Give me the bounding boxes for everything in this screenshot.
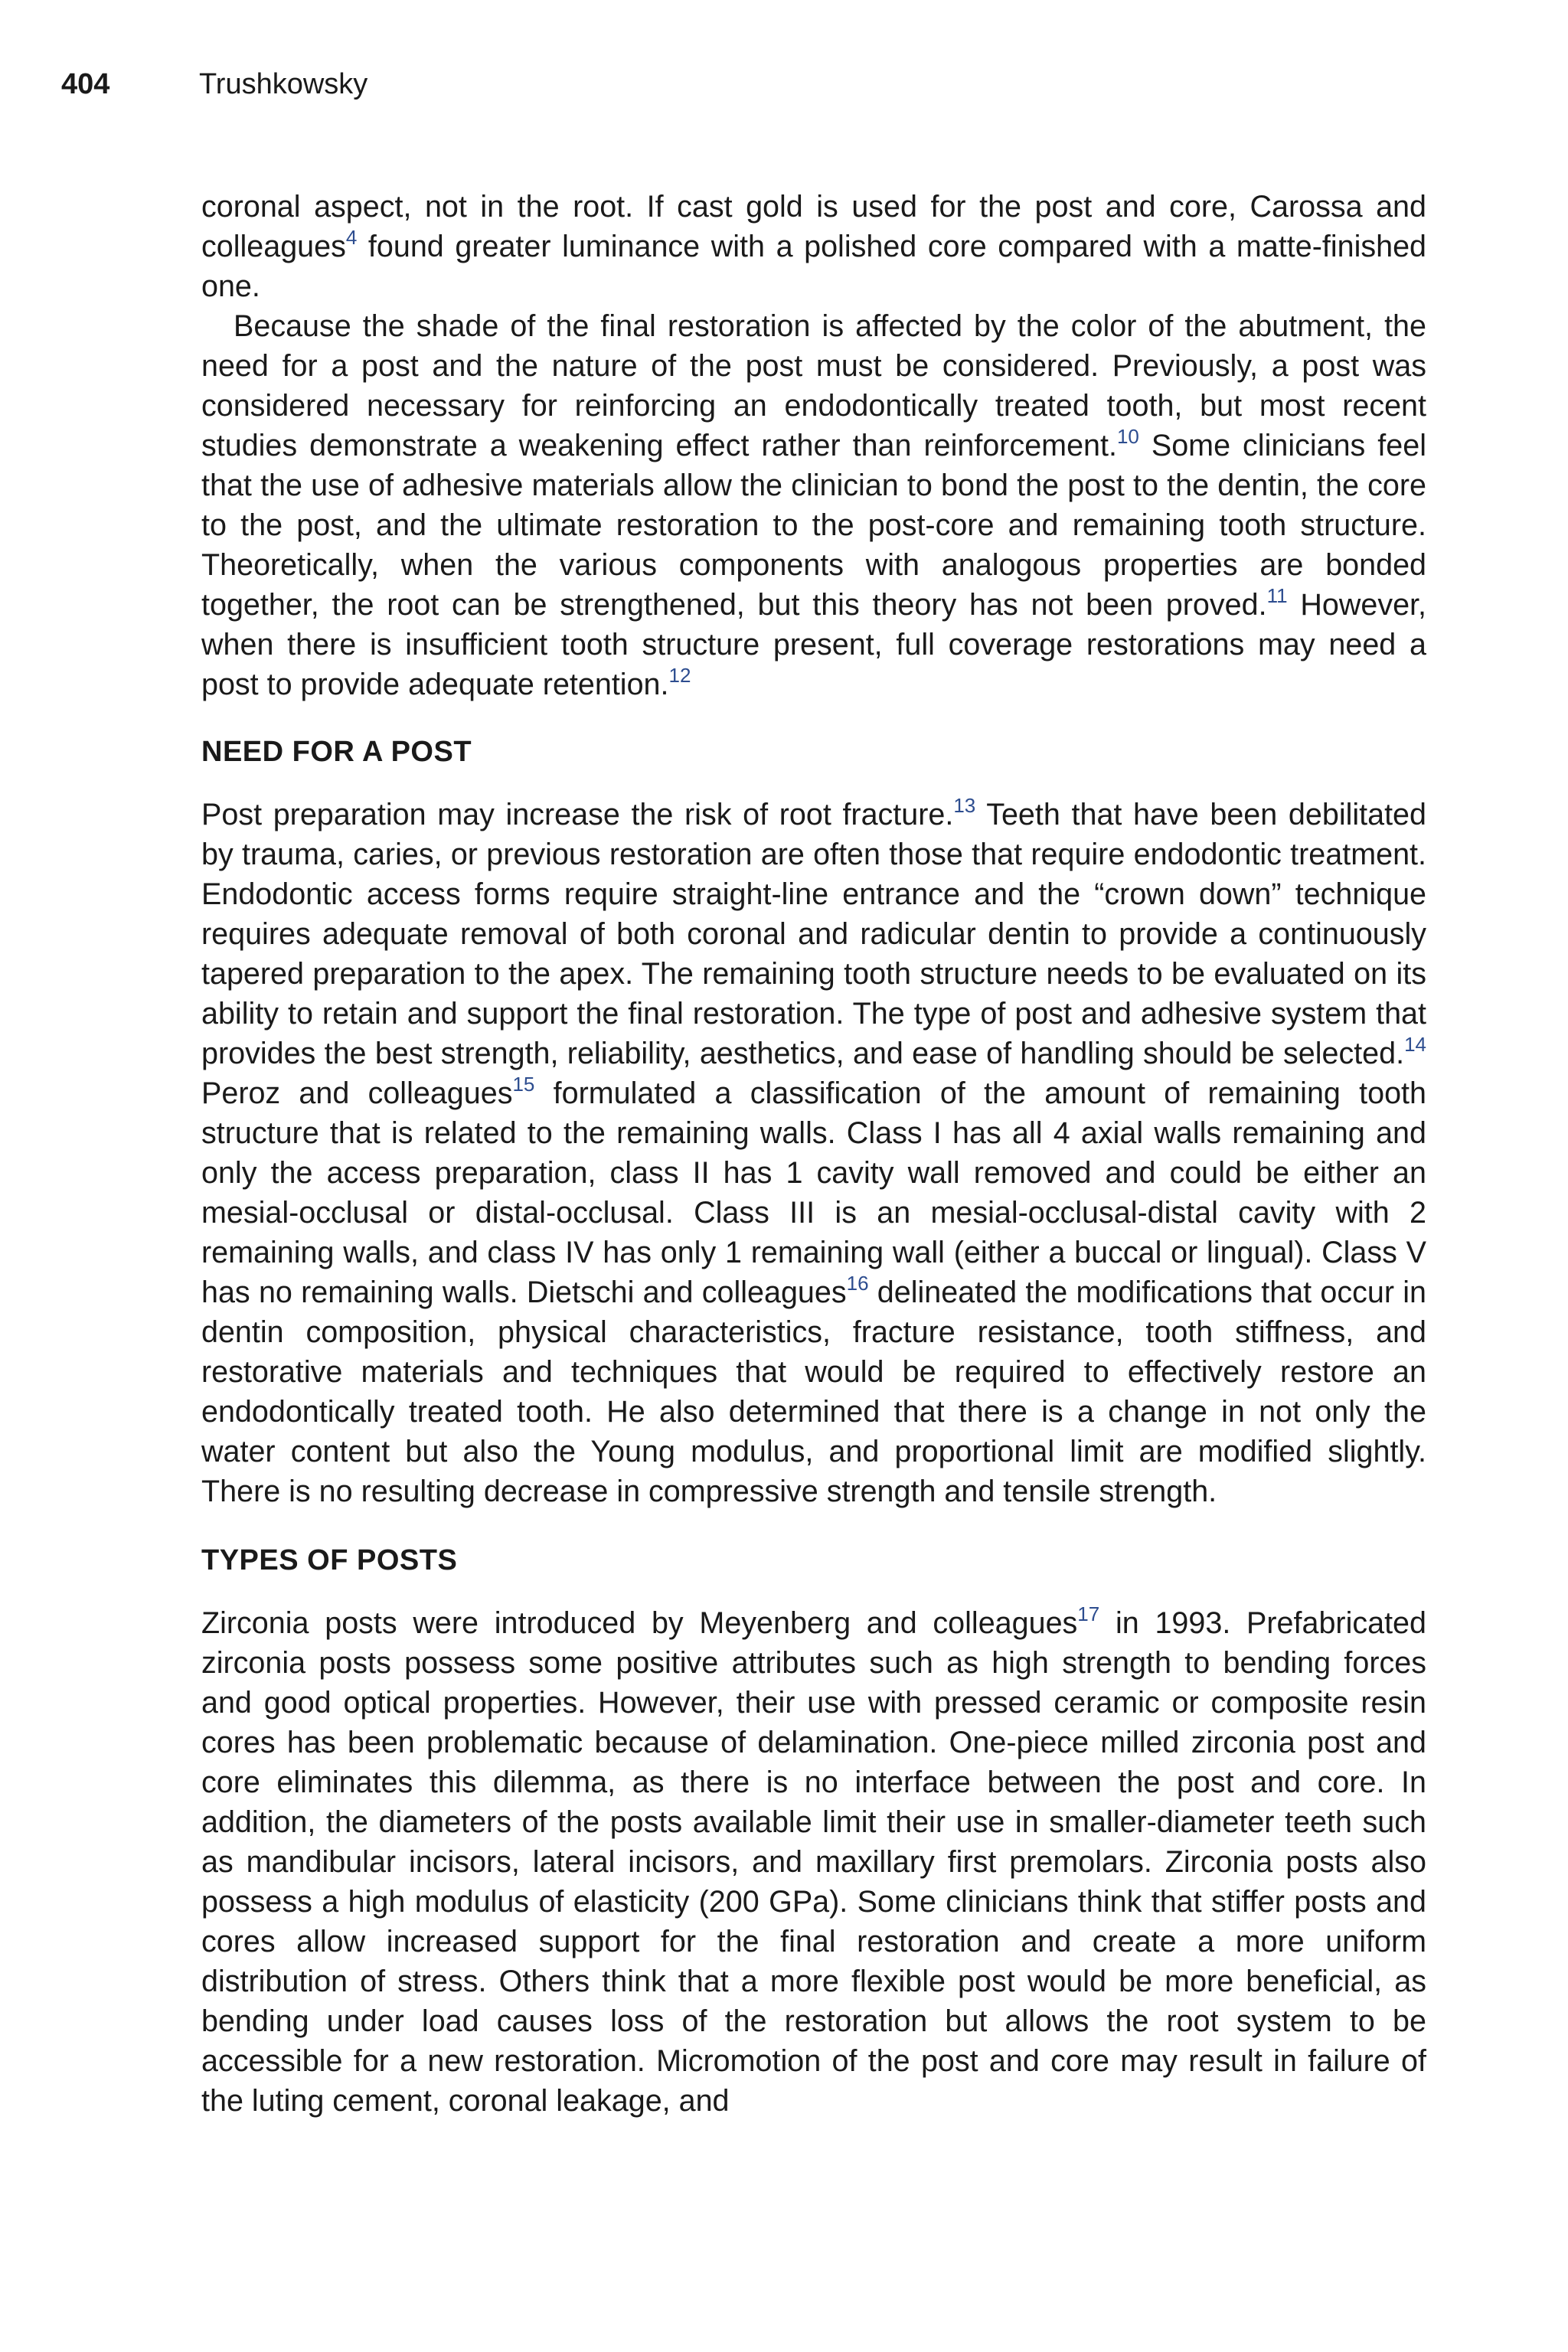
citation-ref[interactable]: 17 (1077, 1602, 1100, 1625)
text-run: Post preparation may increase the risk of root fracture. (201, 798, 954, 831)
article-body (201, 187, 1426, 2121)
paragraph-intro-2 (201, 306, 1426, 704)
paragraph-need-for-post (201, 795, 1426, 1511)
paragraph-types-of-posts (201, 1603, 1426, 2121)
section-heading-need-for-post: NEED FOR A POST (201, 736, 472, 768)
text-run: coronal aspect, not in the root. If cast gold is used for the post and core, Carossa and colleagues (201, 190, 1426, 263)
text-run: Teeth that have been debilitated by trauma, caries, or previous restoration are often those that require endodontic treatment. Endodontic access forms require straight-line entrance and the “crown down” technique requires adequate removal of both coronal and radicular dentin to provide a continuously tapered preparation to the apex. The remaining tooth structure needs to be evaluated on its ability to retain and support the final restoration. The type of post and adhesive system that provides the best strength, reliability, aesthetics, and ease of handling should be selected. (201, 798, 1426, 1070)
text-run: formulated a classification of the amount of remaining tooth structure that is related to the remaining walls. Class I has all 4 axial walls remaining and only the access preparation, class II has 1 cavity wall removed and could be either an mesial-occlusal or distal-occlusal. Class III is an mesial-occlusal-distal cavity with 2 remaining walls, and class IV has only 1 remaining wall (either a buccal or lingual). Class V has no remaining walls. Dietschi and colleagues (201, 1076, 1426, 1309)
text-run: Some clinicians feel that the use of adhesive materials allow the clinician to bond the post to the dentin, the core to the post, and the ultimate restoration to the post-core and remaining tooth structure. Theoretically, when the various components with analogous properties are bonded together, the root can be strengthened, but this theory has not been proved. (201, 429, 1426, 622)
text-run: found greater luminance with a polished core compared with a matte-finished one. (201, 230, 1426, 303)
text-run: delineated the modifications that occur in dentin composition, physical characteristics, fracture resistance, tooth stiffness, and restorative materials and techniques that would be required to effectively restore an endodontically treated tooth. He also determined that there is a change in not only the water content but also the Young modulus, and proportional limit are modified slightly. There is no resulting decrease in compressive strength and tensile strength. (201, 1276, 1426, 1508)
citation-ref[interactable]: 13 (953, 794, 976, 817)
page-number: 404 (61, 68, 110, 100)
citation-ref[interactable]: 11 (1266, 584, 1288, 607)
text-run: Because the shade of the final restoration is affected by the color of the abutment, the need for a post and the nature of the post must be considered. Previously, a post was considered necessary for reinforcing an endodontically treated tooth, but most recent studies demonstrate a weakening effect rather than reinforcement. (201, 309, 1426, 462)
citation-ref[interactable]: 15 (512, 1073, 535, 1096)
section-heading-types-of-posts: TYPES OF POSTS (201, 1544, 458, 1576)
citation-ref[interactable]: 14 (1404, 1033, 1426, 1056)
page-header (61, 66, 368, 103)
text-run: Peroz and colleagues (201, 1076, 513, 1110)
text-run: However, when there is insufficient tooth structure present, full coverage restorations may need a post to provide adequate retention. (201, 588, 1426, 701)
citation-ref[interactable]: 4 (345, 226, 358, 249)
text-run: Zirconia posts were introduced by Meyenberg and colleagues (201, 1606, 1078, 1640)
citation-ref[interactable]: 12 (668, 664, 691, 687)
citation-ref[interactable]: 16 (846, 1272, 869, 1295)
citation-ref[interactable]: 10 (1116, 425, 1139, 448)
text-run: in 1993. Prefabricated zirconia posts possess some positive attributes such as high strength to bending forces and good optical properties. However, their use with pressed ceramic or composite resin cores has been problematic because of delamination. One-piece milled zirconia post and core eliminates this dilemma, as there is no interface between the post and core. In addition, the diameters of the posts available limit their use in smaller-diameter teeth such as mandibular incisors, lateral incisors, and maxillary first premolars. Zirconia posts also possess a high modulus of elasticity (200 GPa). Some clinicians think that stiffer posts and cores allow increased support for the final restoration and create a more uniform distribution of stress. Others think that a more flexible post would be more beneficial, as bending under load causes loss of the restoration but allows the root system to be accessible for a new restoration. Micromotion of the post and core may result in failure of the luting cement, coronal leakage, and (201, 1606, 1426, 2118)
paragraph-intro-1 (201, 187, 1426, 306)
running-head: Trushkowsky (199, 68, 368, 100)
